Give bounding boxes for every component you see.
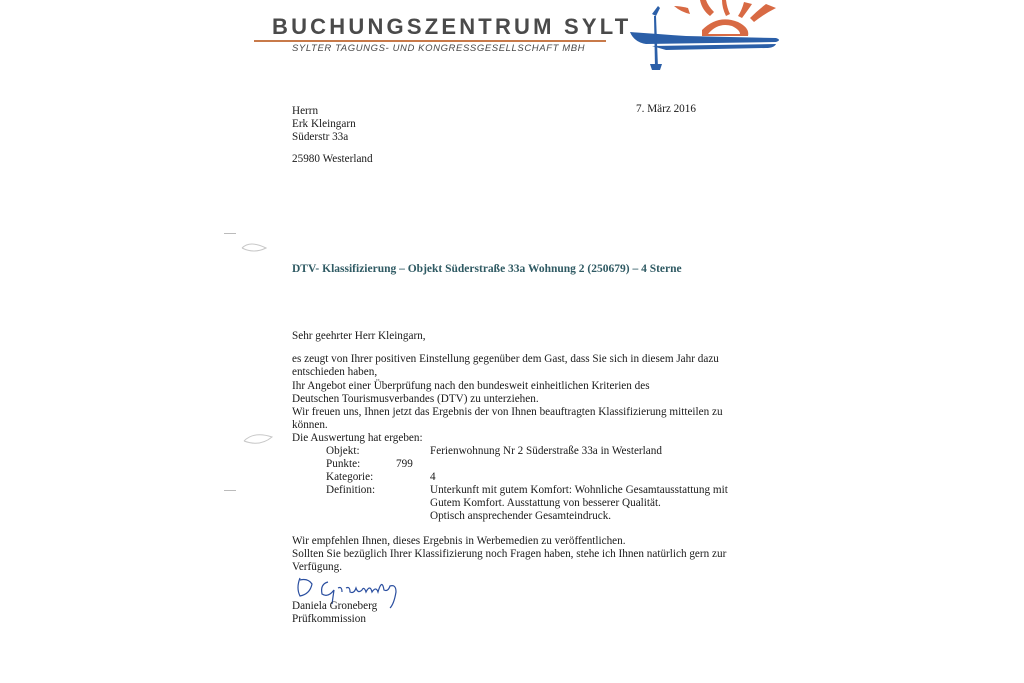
sun-sea-logo-icon xyxy=(626,0,786,72)
definition-line: Unterkunft mit gutem Komfort: Wohnliche Gesamtausstattung mit xyxy=(430,484,728,496)
company-name: BUCHUNGSZENTRUM SYLT xyxy=(272,14,632,39)
address-city: 25980 Westerland xyxy=(292,153,373,165)
body-line: können. xyxy=(292,419,328,431)
kategorie-value: 4 xyxy=(430,471,436,483)
punch-mark-icon xyxy=(240,240,268,254)
address-name: Erk Kleingarn xyxy=(292,118,356,130)
body-line: Deutschen Tourismusverbandes (DTV) zu unterziehen. xyxy=(292,393,539,405)
address-street: Süderstr 33a xyxy=(292,131,349,143)
closing-line: Sollten Sie bezüglich Ihrer Klassifizierung noch Fragen haben, stehe ich Ihnen natürlich gern zur xyxy=(292,548,727,560)
body-line: Wir freuen uns, Ihnen jetzt das Ergebnis der von Ihnen beauftragten Klassifizierung mitteilen zu xyxy=(292,406,723,418)
body-line: Die Auswertung hat ergeben: xyxy=(292,432,423,444)
body-line: entschieden haben, xyxy=(292,366,378,378)
subject-line: DTV- Klassifizierung – Objekt Süderstraße 33a Wohnung 2 (250679) – 4 Sterne xyxy=(292,263,682,275)
signatory-name: Daniela Groneberg xyxy=(292,600,378,612)
definition-label: Definition: xyxy=(326,484,376,496)
definition-line: Gutem Komfort. Ausstattung von besserer Qualität. xyxy=(430,497,661,509)
closing-line: Wir empfehlen Ihnen, dieses Ergebnis in Werbemedien zu veröffentlichen. xyxy=(292,535,626,547)
punch-mark-icon xyxy=(242,431,274,447)
definition-line: Optisch ansprechender Gesamteindruck. xyxy=(430,510,612,522)
fold-mark xyxy=(224,490,236,491)
punkte-value: 799 xyxy=(396,458,413,470)
kategorie-label: Kategorie: xyxy=(326,471,374,483)
signatory-title: Prüfkommission xyxy=(292,613,366,625)
body-line: es zeugt von Ihrer positiven Einstellung gegenüber dem Gast, dass Sie sich in diesem Jahr dazu xyxy=(292,353,719,365)
body-line: Ihr Angebot einer Überprüfung nach den bundesweit einheitlichen Kriterien des xyxy=(292,380,650,392)
address-salutation: Herrn xyxy=(292,105,319,117)
greeting: Sehr geehrter Herr Kleingarn, xyxy=(292,330,426,342)
closing-line: Verfügung. xyxy=(292,561,343,573)
objekt-label: Objekt: xyxy=(326,445,360,457)
punkte-label: Punkte: xyxy=(326,458,361,470)
letterhead-divider xyxy=(254,40,606,42)
objekt-value: Ferienwohnung Nr 2 Süderstraße 33a in Westerland xyxy=(430,445,662,457)
company-subtitle: SYLTER TAGUNGS- UND KONGRESSGESELLSCHAFT MBH xyxy=(292,43,586,54)
letter-date: 7. März 2016 xyxy=(636,103,696,115)
fold-mark xyxy=(224,233,236,234)
